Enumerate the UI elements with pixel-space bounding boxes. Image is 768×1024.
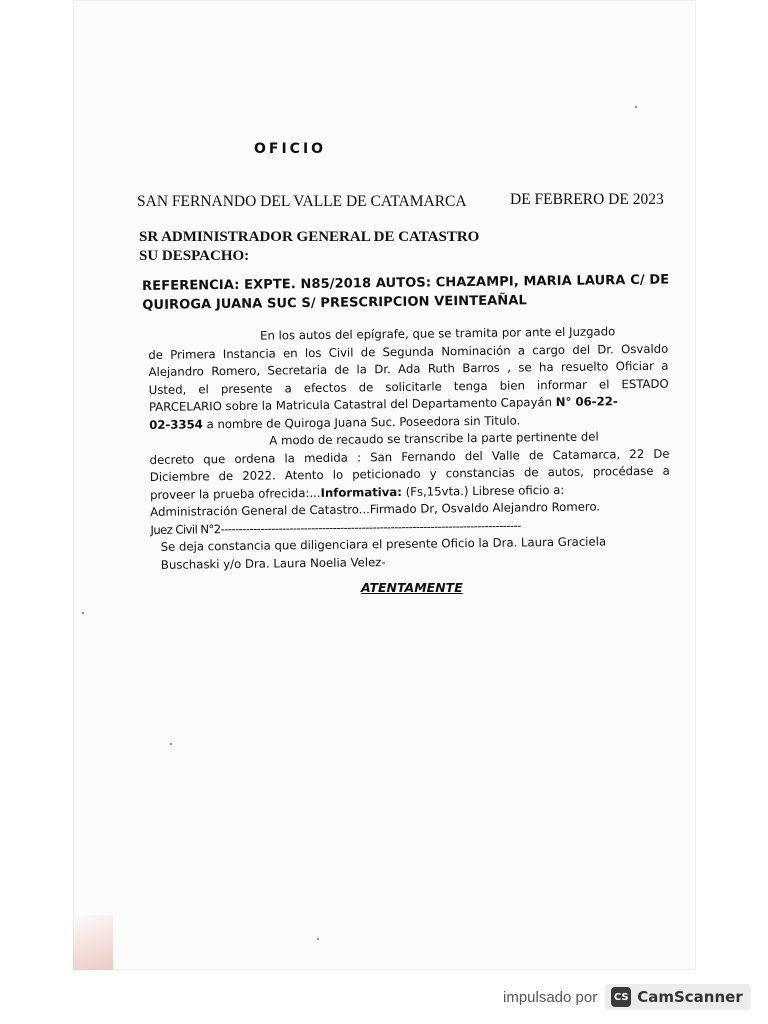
body-line: Se deja constancia que diligenciara el presente Oficio la Dra. Laura Graciela (160, 534, 607, 554)
reference-line: QUIROGA JUANA SUC S/ PRESCRIPCION VEINTEAÑAL (142, 293, 527, 313)
matricula-number: N° 06-22- (555, 394, 618, 410)
body-text: proveer la prueba ofrecida:... (149, 485, 321, 502)
body-line: Diciembre de 2022. Atento lo peticionado y constancias de autos, procédase a (149, 463, 670, 484)
date-line: DE FEBRERO DE 2023 (510, 191, 664, 208)
camscanner-badge (605, 984, 751, 1010)
body-line: Alejandro Romero, Secretaria de la Dr. Ada Ruth Barros , se ha resuelto Oficiar a (148, 358, 669, 379)
scanner-watermark (503, 982, 751, 1012)
camscanner-logo-icon: CS (611, 987, 631, 1007)
addressee-line: SR ADMINISTRADOR GENERAL DE CATASTRO (139, 229, 480, 245)
scanned-page (73, 0, 696, 970)
body-line: decreto que ordena la medida : San Fernando del Valle de Catamarca, 22 De (149, 446, 670, 467)
addressee-block (139, 228, 479, 266)
body-paragraphs (148, 323, 671, 574)
body-line: Administración General de Catastro...Firmado Dr, Osvaldo Alejandro Romero. (150, 499, 601, 519)
body-line: En los autos del epígrafe, que se tramita por ante el Juzgado (260, 324, 616, 343)
document-body (73, 0, 696, 970)
body-bold-text: Informativa: (320, 484, 403, 500)
body-line: de Primera Instancia en los Civil de Segunda Nominación a cargo del Dr. Osvaldo (148, 341, 669, 362)
body-line: A modo de recaudo se transcribe la parte pertinente del (269, 429, 599, 448)
body-line: Juez Civil N°2----------------------------------------------------------------------------------- (150, 517, 521, 537)
body-text: PARCELARIO sobre la Matricula Catastral del Departamento Capayán (148, 395, 556, 414)
reference-block (142, 271, 670, 315)
body-line: Buschaski y/o Dra. Laura Noelia Velez- (160, 554, 386, 572)
body-line: Usted, el presente a efectos de solicitarle tenga bien informar el ESTADO (148, 376, 669, 397)
closing-salutation: ATENTAMENTE (361, 580, 463, 595)
body-text: a nombre de Quiroga Juana Suc. Poseedora sin Titulo. (202, 412, 521, 431)
addressee-line: SU DESPACHO: (139, 248, 250, 264)
reference-line: REFERENCIA: EXPTE. N85/2018 AUTOS: CHAZAMPI, MARIA LAURA C/ DE (142, 272, 670, 294)
powered-by-text: impulsado por (503, 988, 598, 1006)
matricula-number: 02-3354 (149, 416, 203, 432)
body-text: (Fs,15vta.) Librese oficio a: (401, 482, 565, 499)
document-title: OFICIO (254, 141, 327, 157)
brand-name: CamScanner (637, 988, 743, 1006)
place-line: SAN FERNANDO DEL VALLE DE CATAMARCA (137, 193, 467, 210)
